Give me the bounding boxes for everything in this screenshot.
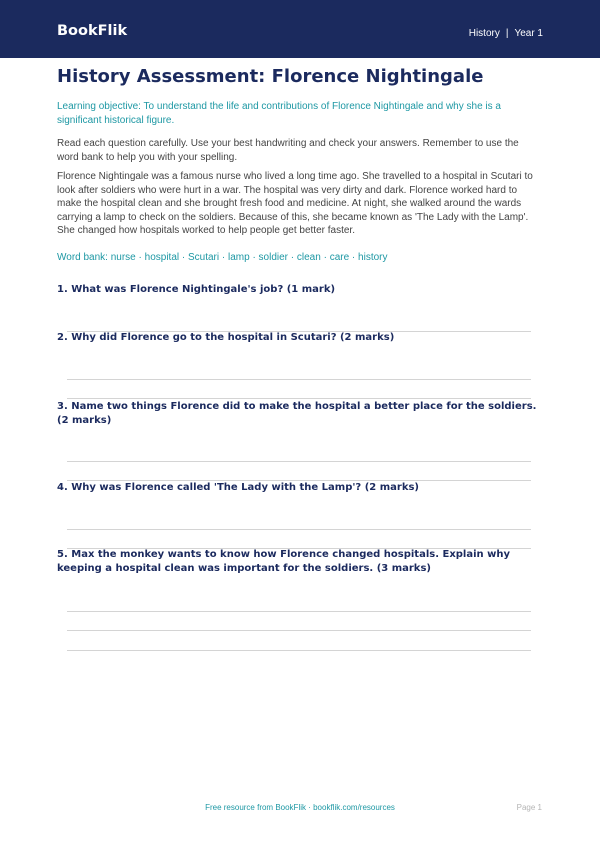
question-1: 1. What was Florence Nightingale's job? (1 mark)	[57, 284, 336, 295]
page-header	[0, 0, 600, 58]
question-4: 4. Why was Florence called 'The Lady with the Lamp'? (2 marks)	[57, 482, 419, 493]
answer-line[interactable]	[67, 529, 531, 530]
question-5: 5. Max the monkey wants to know how Florence changed hospitals. Explain why keeping a hospital clean was important for the soldiers. (3 marks)	[57, 549, 511, 574]
instructions: Read each question carefully. Use your best handwriting and check your answers. Remember to use the word bank to help you with your spelling.	[57, 138, 519, 163]
brand-logo[interactable]: BookFlik	[57, 23, 128, 39]
subject-label: History	[468, 28, 500, 39]
year-label: Year 1	[514, 28, 543, 39]
answer-line[interactable]	[67, 398, 531, 399]
answer-line[interactable]	[67, 650, 531, 651]
header-meta	[469, 28, 543, 39]
answer-line[interactable]	[67, 611, 531, 612]
answer-line[interactable]	[67, 630, 531, 631]
question-2: 2. Why did Florence go to the hospital in Scutari? (2 marks)	[57, 332, 395, 343]
reading-passage: Florence Nightingale was a famous nurse who lived a long time ago. She travelled to a hospital in Scutari to look after soldiers who were hurt in a war. The hospital was very dirty and dark. Florence worked hard to make the hospital clean and she brought fresh food and medicine. At night, she walked around the wards carrying a lamp to check on the soldiers. Because of this, she became known as 'The Lady with the Lamp'. She changed how hospitals worked to help people get better faster.	[57, 171, 533, 236]
page-title: History Assessment: Florence Nightingale	[57, 66, 484, 87]
footer-link[interactable]: Free resource from BookFlik · bookflik.com/resources	[205, 803, 395, 812]
word-bank: Word bank: nurse · hospital · Scutari · lamp · soldier · clean · care · history	[57, 252, 388, 263]
meta-separator: |	[505, 28, 509, 39]
answer-line[interactable]	[67, 461, 531, 462]
page-number: Page 1	[516, 803, 542, 812]
learning-objective: Learning objective: To understand the life and contributions of Florence Nightingale and why she is a significant historical figure.	[57, 101, 501, 126]
question-3: 3. Name two things Florence did to make the hospital a better place for the soldiers. (2 marks)	[57, 401, 537, 426]
answer-line[interactable]	[67, 379, 531, 380]
